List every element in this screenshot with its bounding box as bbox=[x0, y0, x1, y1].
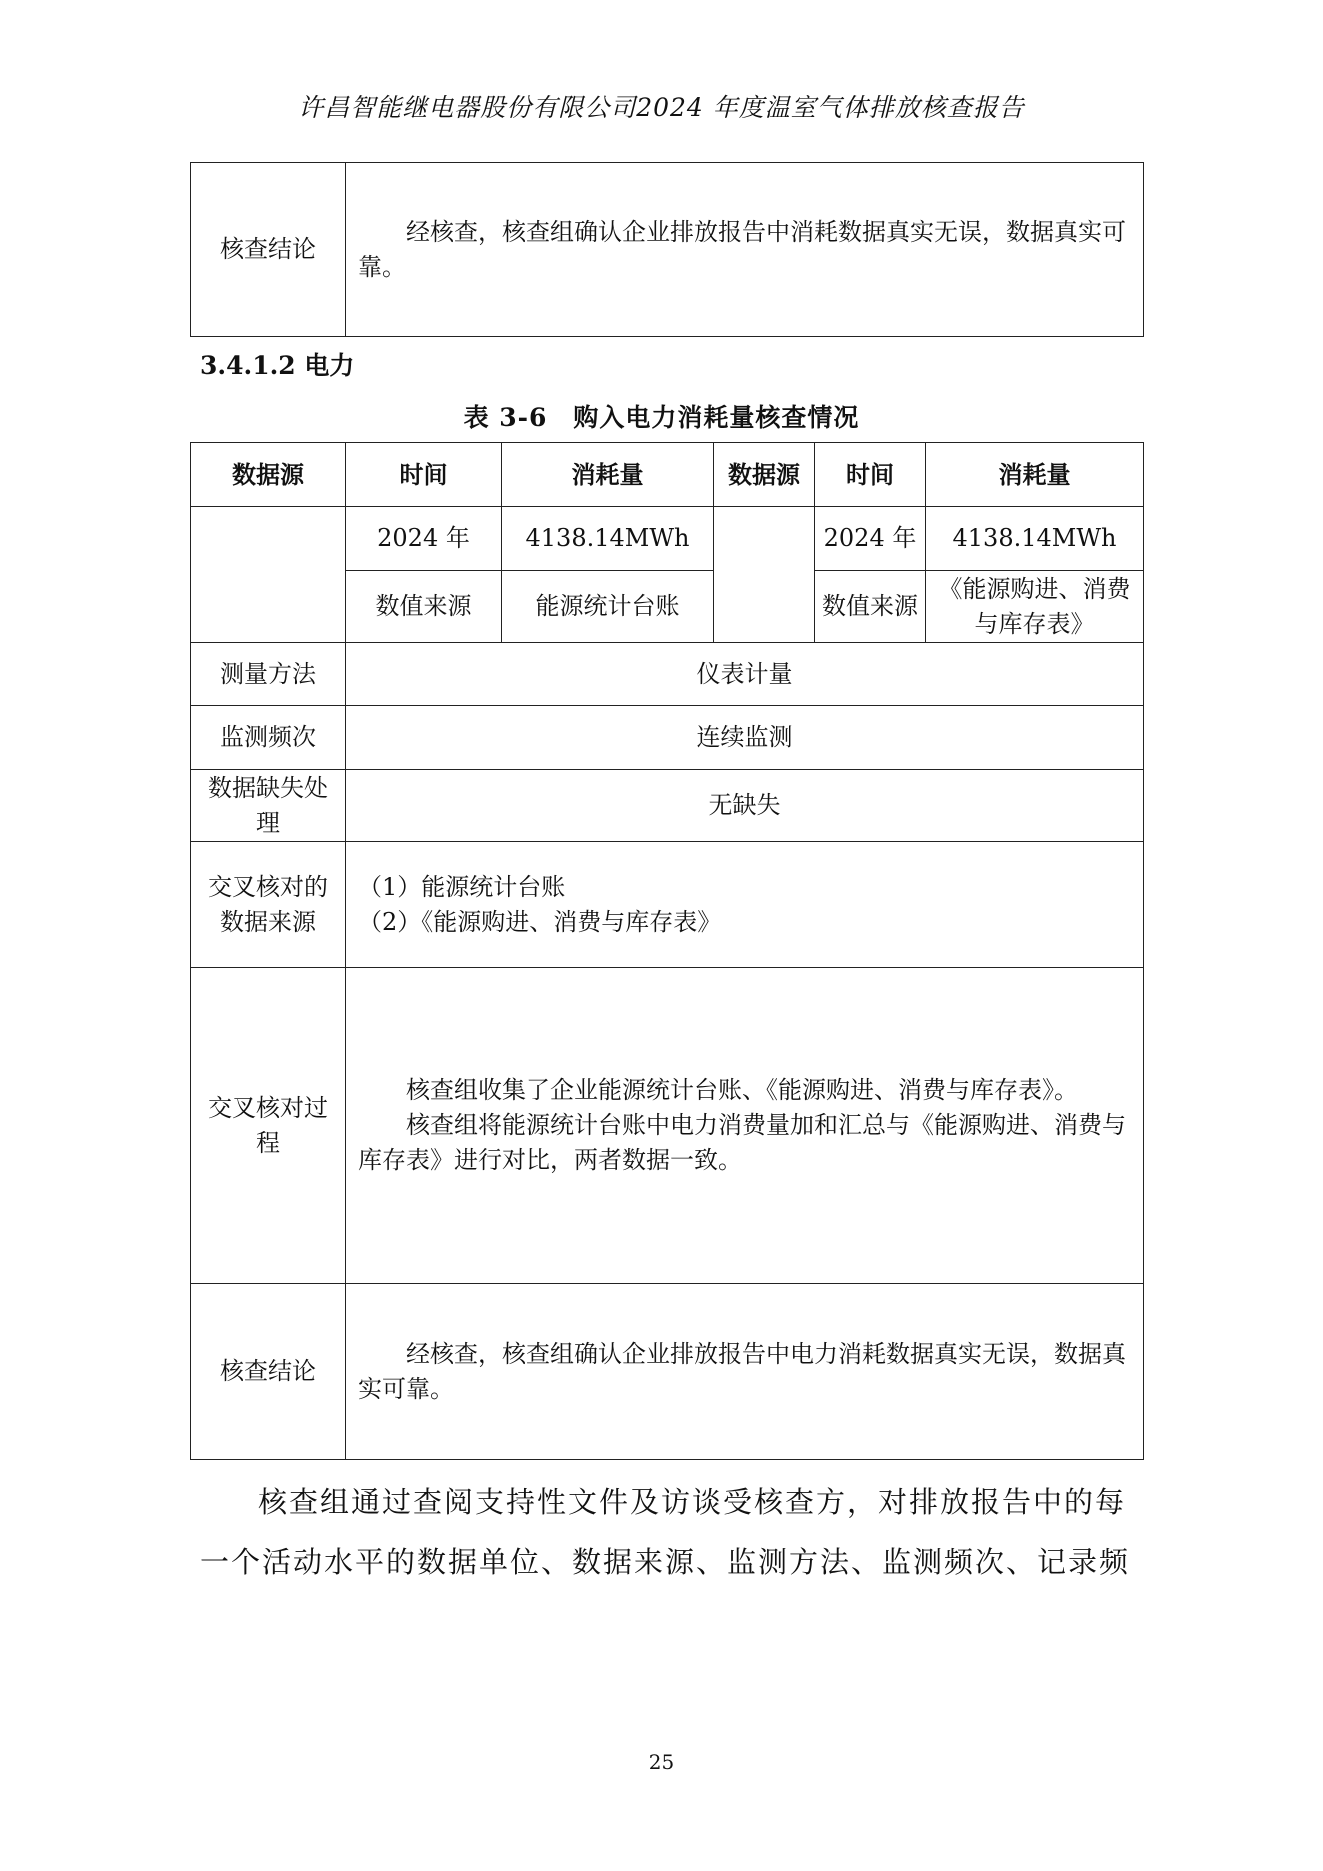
source-label-cell: 数值来源 bbox=[346, 571, 502, 643]
source-cell: 《能源购进、消费与库存表》 bbox=[926, 571, 1144, 643]
cross-source-list bbox=[346, 842, 1144, 968]
year-cell: 2024 年 bbox=[815, 507, 926, 571]
head-cell: 时间 bbox=[815, 443, 926, 507]
conclusion-text: 经核查，核查组确认企业排放报告中电力消耗数据真实无误，数据真实可靠。 bbox=[346, 1284, 1144, 1460]
source-label-cell: 数值来源 bbox=[815, 571, 926, 643]
value-cell: 4138.14MWh bbox=[926, 507, 1144, 571]
freq-label: 监测频次 bbox=[191, 706, 346, 770]
cross-process-para: 核查组将能源统计台账中电力消费量加和汇总与《能源购进、消费与库存表》进行对比，两者数据一致。 bbox=[358, 1111, 1126, 1174]
page-number: 25 bbox=[648, 1750, 675, 1774]
table-caption: 表 3-6 购入电力消耗量核查情况 bbox=[463, 403, 860, 432]
page-header: 许昌智能继电器股份有限公司2024 年度温室气体排放核查报告 bbox=[298, 93, 1025, 122]
electricity-table bbox=[190, 442, 1144, 1460]
cross-process-text bbox=[346, 968, 1144, 1284]
head-cell: 数据源 bbox=[714, 443, 815, 507]
cross-source-item: （1）能源统计台账 bbox=[358, 872, 566, 901]
cross-process-label: 交叉核对过程 bbox=[191, 968, 346, 1284]
section-heading: 3.4.1.2 电力 bbox=[200, 351, 355, 380]
missing-value: 无缺失 bbox=[346, 770, 1144, 842]
body-paragraph-line: 核查组通过查阅支持性文件及访谈受核查方，对排放报告中的每 bbox=[258, 1485, 1127, 1519]
head-cell: 消耗量 bbox=[502, 443, 714, 507]
conclusion-text: 经核查，核查组确认企业排放报告中消耗数据真实无误，数据真实可靠。 bbox=[346, 163, 1144, 337]
cross-process-para: 核查组收集了企业能源统计台账、《能源购进、消费与库存表》。 bbox=[406, 1076, 1078, 1104]
measure-value: 仪表计量 bbox=[346, 643, 1144, 706]
value-cell: 4138.14MWh bbox=[502, 507, 714, 571]
conclusion-label: 核查结论 bbox=[191, 1284, 346, 1460]
measure-label: 测量方法 bbox=[191, 643, 346, 706]
cross-source-label: 交叉核对的数据来源 bbox=[191, 842, 346, 968]
conclusion-label: 核查结论 bbox=[191, 163, 346, 337]
head-cell: 消耗量 bbox=[926, 443, 1144, 507]
head-cell: 数据源 bbox=[191, 443, 346, 507]
cross-source-item: （2）《能源购进、消费与库存表》 bbox=[358, 907, 722, 936]
freq-value: 连续监测 bbox=[346, 706, 1144, 770]
top-conclusion-table bbox=[190, 162, 1144, 337]
empty-cell bbox=[191, 507, 346, 643]
source-cell: 能源统计台账 bbox=[502, 571, 714, 643]
empty-cell bbox=[714, 507, 815, 643]
body-paragraph-line: 一个活动水平的数据单位、数据来源、监测方法、监测频次、记录频 bbox=[200, 1545, 1131, 1579]
head-cell: 时间 bbox=[346, 443, 502, 507]
missing-label: 数据缺失处理 bbox=[191, 770, 346, 842]
year-cell: 2024 年 bbox=[346, 507, 502, 571]
